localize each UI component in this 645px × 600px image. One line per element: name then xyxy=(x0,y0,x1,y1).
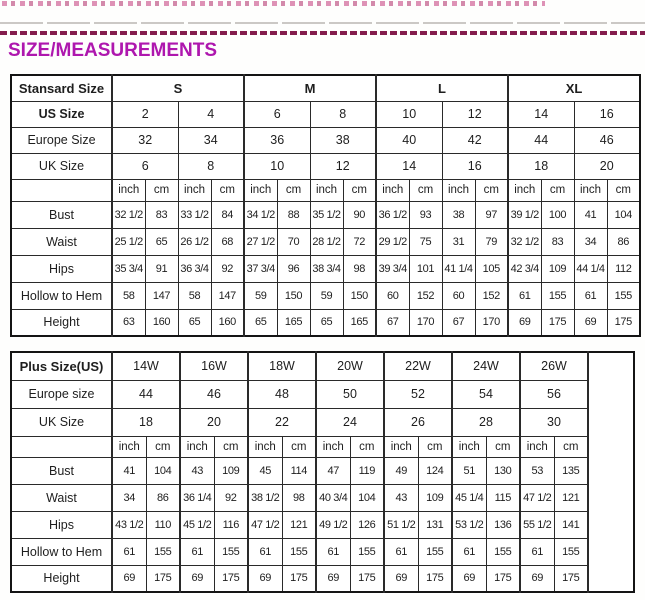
standard-measure-cell: 32 1/2 xyxy=(112,201,145,228)
plus-measure-label: Hollow to Hem xyxy=(11,538,112,565)
standard-size-cell: 34 xyxy=(178,127,244,153)
standard-measure-cell: 152 xyxy=(475,282,508,309)
plus-measure-cell: 47 1/2 xyxy=(248,511,282,538)
plus-measure-cell: 36 1/4 xyxy=(180,484,214,511)
standard-measure-cell: 28 1/2 xyxy=(310,228,343,255)
plus-unit-cell: cm xyxy=(486,436,520,457)
plus-unit-cell: cm xyxy=(146,436,180,457)
plus-measure-cell: 69 xyxy=(248,565,282,592)
plus-size-group-header: 16W xyxy=(180,352,248,380)
standard-measure-cell: 98 xyxy=(343,255,376,282)
standard-measure-cell: 170 xyxy=(475,309,508,336)
plus-measure-cell: 43 xyxy=(384,484,418,511)
plus-measure-cell: 155 xyxy=(214,538,248,565)
standard-unit-cell: cm xyxy=(541,179,574,201)
standard-size-cell: 8 xyxy=(178,153,244,179)
standard-measure-cell: 69 xyxy=(508,309,541,336)
plus-measure-cell: 69 xyxy=(316,565,350,592)
plus-measure-cell: 34 xyxy=(112,484,146,511)
page-title: SIZE/MEASUREMENTS xyxy=(8,40,218,61)
plus-measure-cell: 119 xyxy=(350,457,384,484)
standard-unit-cell: cm xyxy=(211,179,244,201)
standard-measure-cell: 59 xyxy=(310,282,343,309)
standard-measure-cell: 93 xyxy=(409,201,442,228)
standard-measure-cell: 61 xyxy=(574,282,607,309)
plus-measure-label: Height xyxy=(11,565,112,592)
standard-measure-cell: 152 xyxy=(409,282,442,309)
plus-unit-cell: cm xyxy=(554,436,588,457)
plus-measure-cell: 131 xyxy=(418,511,452,538)
plus-size-cell: 28 xyxy=(452,408,520,436)
standard-measure-cell: 39 1/2 xyxy=(508,201,541,228)
plus-measure-cell: 155 xyxy=(350,538,384,565)
plus-unit-cell: inch xyxy=(520,436,554,457)
plus-unit-cell: cm xyxy=(418,436,452,457)
plus-size-cell: 56 xyxy=(520,380,588,408)
plus-unit-cell: cm xyxy=(282,436,316,457)
standard-size-group-header: M xyxy=(244,75,376,101)
standard-size-group-header: S xyxy=(112,75,244,101)
standard-measure-cell: 147 xyxy=(145,282,178,309)
standard-size-cell: 38 xyxy=(310,127,376,153)
plus-size-cell: 46 xyxy=(180,380,248,408)
plus-measure-cell: 141 xyxy=(554,511,588,538)
standard-unit-cell: cm xyxy=(277,179,310,201)
plus-size-cell: 24 xyxy=(316,408,384,436)
plus-measure-cell: 51 1/2 xyxy=(384,511,418,538)
standard-measure-cell: 72 xyxy=(343,228,376,255)
plus-measure-cell: 51 xyxy=(452,457,486,484)
standard-measure-cell: 60 xyxy=(442,282,475,309)
plus-measure-cell: 61 xyxy=(112,538,146,565)
standard-measure-cell: 105 xyxy=(475,255,508,282)
plus-measure-cell: 104 xyxy=(146,457,180,484)
plus-size-cell: 48 xyxy=(248,380,316,408)
standard-measure-cell: 67 xyxy=(442,309,475,336)
standard-measure-cell: 27 1/2 xyxy=(244,228,277,255)
standard-measure-cell: 175 xyxy=(607,309,640,336)
plus-measure-cell: 43 xyxy=(180,457,214,484)
standard-measure-cell: 36 1/2 xyxy=(376,201,409,228)
standard-measure-cell: 92 xyxy=(211,255,244,282)
standard-measure-cell: 41 1/4 xyxy=(442,255,475,282)
standard-measure-cell: 32 1/2 xyxy=(508,228,541,255)
plus-measure-cell: 49 xyxy=(384,457,418,484)
plus-measure-cell: 175 xyxy=(214,565,248,592)
plus-size-cell: 30 xyxy=(520,408,588,436)
standard-unit-cell: inch xyxy=(574,179,607,201)
standard-measure-cell: 59 xyxy=(244,282,277,309)
standard-measure-cell: 100 xyxy=(541,201,574,228)
standard-size-cell: 12 xyxy=(310,153,376,179)
standard-measure-cell: 39 3/4 xyxy=(376,255,409,282)
plus-measure-cell: 121 xyxy=(282,511,316,538)
standard-measure-cell: 68 xyxy=(211,228,244,255)
plus-measure-cell: 45 1/4 xyxy=(452,484,486,511)
standard-unit-cell: inch xyxy=(178,179,211,201)
standard-measure-cell: 35 3/4 xyxy=(112,255,145,282)
plus-table xyxy=(10,351,635,593)
standard-unit-cell: inch xyxy=(310,179,343,201)
standard-measure-label: Bust xyxy=(11,201,112,228)
standard-size-cell: 12 xyxy=(442,101,508,127)
standard-measure-cell: 67 xyxy=(376,309,409,336)
standard-unit-cell: cm xyxy=(607,179,640,201)
plus-measure-cell: 38 1/2 xyxy=(248,484,282,511)
standard-measure-cell: 38 xyxy=(442,201,475,228)
standard-size-table xyxy=(10,74,641,337)
standard-size-group-header: XL xyxy=(508,75,640,101)
standard-measure-cell: 70 xyxy=(277,228,310,255)
plus-measure-cell: 109 xyxy=(214,457,248,484)
plus-size-cell: 18 xyxy=(112,408,180,436)
plus-size-group-header: 14W xyxy=(112,352,180,380)
standard-unit-cell: inch xyxy=(112,179,145,201)
plus-measure-cell: 69 xyxy=(452,565,486,592)
plus-measure-cell: 61 xyxy=(520,538,554,565)
standard-measure-cell: 155 xyxy=(541,282,574,309)
plus-measure-cell: 175 xyxy=(146,565,180,592)
standard-measure-cell: 65 xyxy=(145,228,178,255)
plus-measure-cell: 69 xyxy=(180,565,214,592)
standard-size-cell: 36 xyxy=(244,127,310,153)
standard-size-cell: 18 xyxy=(508,153,574,179)
plus-measure-cell: 61 xyxy=(248,538,282,565)
standard-measure-cell: 25 1/2 xyxy=(112,228,145,255)
standard-measure-cell: 165 xyxy=(277,309,310,336)
standard-size-cell: 42 xyxy=(442,127,508,153)
standard-unit-cell: inch xyxy=(244,179,277,201)
standard-measure-cell: 65 xyxy=(178,309,211,336)
standard-measure-cell: 31 xyxy=(442,228,475,255)
plus-corner-label: Plus Size(US) xyxy=(11,352,112,380)
plus-measure-cell: 116 xyxy=(214,511,248,538)
standard-measure-cell: 33 1/2 xyxy=(178,201,211,228)
plus-measure-cell: 61 xyxy=(316,538,350,565)
plus-measure-cell: 69 xyxy=(520,565,554,592)
standard-measure-cell: 175 xyxy=(541,309,574,336)
plus-measure-cell: 98 xyxy=(282,484,316,511)
plus-measure-cell: 135 xyxy=(554,457,588,484)
plus-unit-cell: inch xyxy=(112,436,146,457)
plus-measure-cell: 155 xyxy=(418,538,452,565)
standard-measure-cell: 112 xyxy=(607,255,640,282)
plus-unit-cell: inch xyxy=(316,436,350,457)
plus-measure-cell: 53 xyxy=(520,457,554,484)
standard-size-cell: 2 xyxy=(112,101,178,127)
plus-size-table xyxy=(10,351,635,593)
standard-measure-cell: 97 xyxy=(475,201,508,228)
standard-measure-cell: 155 xyxy=(607,282,640,309)
standard-unit-cell: cm xyxy=(409,179,442,201)
plus-size-group-header: 24W xyxy=(452,352,520,380)
standard-unit-cell: inch xyxy=(376,179,409,201)
plus-measure-cell: 155 xyxy=(146,538,180,565)
standard-measure-cell: 160 xyxy=(145,309,178,336)
plus-measure-cell: 130 xyxy=(486,457,520,484)
standard-measure-cell: 41 xyxy=(574,201,607,228)
standard-measure-cell: 109 xyxy=(541,255,574,282)
plus-size-group-header: 26W xyxy=(520,352,588,380)
standard-table xyxy=(10,74,641,337)
plus-measure-cell: 175 xyxy=(554,565,588,592)
magenta-dashed-divider xyxy=(0,31,645,35)
standard-measure-cell: 35 1/2 xyxy=(310,201,343,228)
standard-measure-cell: 96 xyxy=(277,255,310,282)
standard-corner-label: Stansard Size xyxy=(11,75,112,101)
standard-measure-cell: 90 xyxy=(343,201,376,228)
plus-size-cell: 54 xyxy=(452,380,520,408)
plus-size-group-header: 22W xyxy=(384,352,452,380)
plus-unit-cell: inch xyxy=(248,436,282,457)
standard-size-cell: 46 xyxy=(574,127,640,153)
plus-measure-cell: 109 xyxy=(418,484,452,511)
standard-row-label: UK Size xyxy=(11,153,112,179)
plus-size-cell: 22 xyxy=(248,408,316,436)
standard-unit-cell: cm xyxy=(343,179,376,201)
plus-measure-label: Hips xyxy=(11,511,112,538)
standard-measure-cell: 61 xyxy=(508,282,541,309)
standard-size-cell: 10 xyxy=(376,101,442,127)
standard-size-cell: 20 xyxy=(574,153,640,179)
plus-measure-cell: 175 xyxy=(282,565,316,592)
plus-measure-cell: 69 xyxy=(112,565,146,592)
standard-unit-cell: inch xyxy=(508,179,541,201)
standard-measure-cell: 38 3/4 xyxy=(310,255,343,282)
plus-size-cell: 44 xyxy=(112,380,180,408)
plus-measure-label: Waist xyxy=(11,484,112,511)
standard-size-cell: 10 xyxy=(244,153,310,179)
plus-measure-cell: 47 xyxy=(316,457,350,484)
plus-measure-cell: 155 xyxy=(554,538,588,565)
plus-measure-cell: 114 xyxy=(282,457,316,484)
standard-measure-cell: 65 xyxy=(244,309,277,336)
standard-measure-cell: 101 xyxy=(409,255,442,282)
plus-measure-cell: 61 xyxy=(384,538,418,565)
plus-measure-cell: 92 xyxy=(214,484,248,511)
plus-row-label: Europe size xyxy=(11,380,112,408)
plus-unit-cell: inch xyxy=(180,436,214,457)
plus-measure-cell: 61 xyxy=(452,538,486,565)
standard-size-cell: 8 xyxy=(310,101,376,127)
plus-unit-cell: inch xyxy=(452,436,486,457)
standard-measure-cell: 60 xyxy=(376,282,409,309)
plus-measure-cell: 175 xyxy=(486,565,520,592)
plus-measure-cell: 61 xyxy=(180,538,214,565)
plus-measure-cell: 175 xyxy=(350,565,384,592)
standard-measure-cell: 29 1/2 xyxy=(376,228,409,255)
standard-measure-cell: 83 xyxy=(541,228,574,255)
plus-measure-cell: 86 xyxy=(146,484,180,511)
standard-row-label: US Size xyxy=(11,101,112,127)
standard-measure-cell: 63 xyxy=(112,309,145,336)
plus-measure-cell: 104 xyxy=(350,484,384,511)
standard-unit-cell: cm xyxy=(145,179,178,201)
standard-measure-cell: 69 xyxy=(574,309,607,336)
plus-measure-cell: 115 xyxy=(486,484,520,511)
standard-measure-cell: 104 xyxy=(607,201,640,228)
plus-size-cell: 20 xyxy=(180,408,248,436)
plus-measure-cell: 45 1/2 xyxy=(180,511,214,538)
standard-measure-cell: 170 xyxy=(409,309,442,336)
standard-measure-cell: 58 xyxy=(178,282,211,309)
standard-size-cell: 14 xyxy=(376,153,442,179)
standard-size-cell: 40 xyxy=(376,127,442,153)
plus-measure-cell: 45 xyxy=(248,457,282,484)
standard-measure-cell: 150 xyxy=(277,282,310,309)
standard-measure-cell: 84 xyxy=(211,201,244,228)
plus-measure-cell: 47 1/2 xyxy=(520,484,554,511)
plus-measure-cell: 110 xyxy=(146,511,180,538)
standard-measure-cell: 83 xyxy=(145,201,178,228)
standard-measure-cell: 88 xyxy=(277,201,310,228)
standard-unit-row-label xyxy=(11,179,112,201)
plus-empty-column xyxy=(588,352,634,592)
plus-measure-label: Bust xyxy=(11,457,112,484)
standard-measure-cell: 34 xyxy=(574,228,607,255)
standard-measure-cell: 36 3/4 xyxy=(178,255,211,282)
plus-measure-cell: 41 xyxy=(112,457,146,484)
plus-size-cell: 50 xyxy=(316,380,384,408)
standard-size-group-header: L xyxy=(376,75,508,101)
plus-measure-cell: 136 xyxy=(486,511,520,538)
standard-measure-cell: 165 xyxy=(343,309,376,336)
standard-size-cell: 4 xyxy=(178,101,244,127)
plus-size-cell: 52 xyxy=(384,380,452,408)
standard-measure-cell: 150 xyxy=(343,282,376,309)
standard-size-cell: 16 xyxy=(442,153,508,179)
standard-measure-cell: 160 xyxy=(211,309,244,336)
standard-measure-cell: 26 1/2 xyxy=(178,228,211,255)
standard-measure-label: Hips xyxy=(11,255,112,282)
plus-measure-cell: 53 1/2 xyxy=(452,511,486,538)
standard-measure-cell: 91 xyxy=(145,255,178,282)
standard-unit-cell: inch xyxy=(442,179,475,201)
plus-size-group-header: 18W xyxy=(248,352,316,380)
plus-unit-cell: inch xyxy=(384,436,418,457)
standard-measure-label: Hollow to Hem xyxy=(11,282,112,309)
plus-measure-cell: 43 1/2 xyxy=(112,511,146,538)
plus-measure-cell: 49 1/2 xyxy=(316,511,350,538)
plus-measure-cell: 155 xyxy=(486,538,520,565)
standard-size-cell: 44 xyxy=(508,127,574,153)
standard-measure-cell: 58 xyxy=(112,282,145,309)
plus-measure-cell: 175 xyxy=(418,565,452,592)
standard-row-label: Europe Size xyxy=(11,127,112,153)
standard-measure-cell: 147 xyxy=(211,282,244,309)
standard-unit-cell: cm xyxy=(475,179,508,201)
plus-size-cell: 26 xyxy=(384,408,452,436)
standard-size-cell: 16 xyxy=(574,101,640,127)
standard-measure-label: Waist xyxy=(11,228,112,255)
plus-measure-cell: 121 xyxy=(554,484,588,511)
standard-measure-cell: 79 xyxy=(475,228,508,255)
plus-measure-cell: 69 xyxy=(384,565,418,592)
standard-measure-label: Height xyxy=(11,309,112,336)
plus-unit-cell: cm xyxy=(350,436,384,457)
plus-size-group-header: 20W xyxy=(316,352,384,380)
standard-size-cell: 32 xyxy=(112,127,178,153)
cutoff-text-fragments xyxy=(2,1,545,6)
standard-measure-cell: 34 1/2 xyxy=(244,201,277,228)
standard-measure-cell: 86 xyxy=(607,228,640,255)
plus-unit-row-label xyxy=(11,436,112,457)
standard-measure-cell: 75 xyxy=(409,228,442,255)
plus-unit-cell: cm xyxy=(214,436,248,457)
plus-measure-cell: 124 xyxy=(418,457,452,484)
gray-divider-line xyxy=(0,22,645,24)
plus-measure-cell: 55 1/2 xyxy=(520,511,554,538)
plus-measure-cell: 126 xyxy=(350,511,384,538)
standard-measure-cell: 65 xyxy=(310,309,343,336)
standard-measure-cell: 42 3/4 xyxy=(508,255,541,282)
standard-size-cell: 6 xyxy=(112,153,178,179)
standard-measure-cell: 37 3/4 xyxy=(244,255,277,282)
standard-size-cell: 14 xyxy=(508,101,574,127)
plus-row-label: UK Size xyxy=(11,408,112,436)
plus-measure-cell: 155 xyxy=(282,538,316,565)
standard-size-cell: 6 xyxy=(244,101,310,127)
plus-measure-cell: 40 3/4 xyxy=(316,484,350,511)
standard-measure-cell: 44 1/4 xyxy=(574,255,607,282)
